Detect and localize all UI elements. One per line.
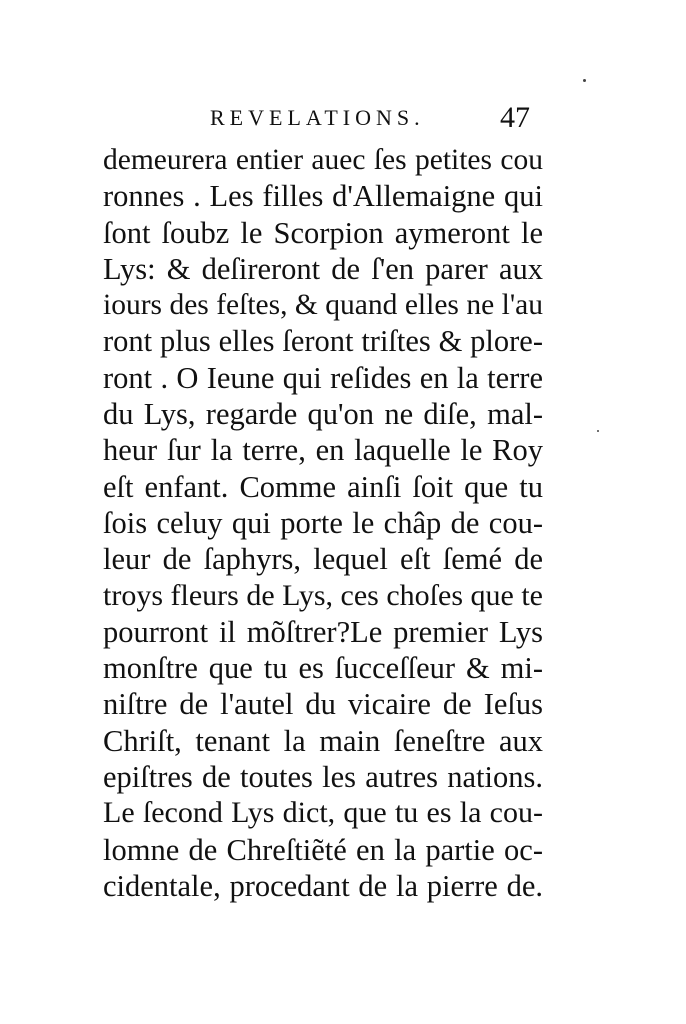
text-line: ront plus elles ſeront triſtes & plore-: [103, 324, 543, 359]
text-line: du Lys, regarde qu'on ne diſe, mal-: [103, 397, 543, 432]
text-line: Chriſt, tenant la main ſeneſtre aux: [103, 723, 543, 758]
text-line: pourront il mõſtrer?Le premier Lys: [103, 614, 543, 649]
paper-speck: [597, 430, 599, 432]
paper-speck: [583, 79, 586, 82]
running-title: REVELATIONS.: [210, 105, 425, 130]
body-text: [103, 142, 543, 904]
text-line: ſont ſoubz le Scorpion aymeront le: [103, 215, 543, 250]
text-line: ront . O Ieune qui reſides en la terre: [103, 360, 543, 395]
text-line: lomne de Chreſtiẽté en la partie oc-: [103, 832, 543, 867]
text-line: iours des feſtes, & quand elles ne l'au: [103, 289, 543, 322]
text-line: heur ſur la terre, en laquelle le Roy: [103, 433, 543, 468]
text-line: eſt enfant. Comme ainſi ſoit que tu: [103, 469, 543, 504]
text-line: cidentale, procedant de la pierre de.: [103, 868, 543, 903]
text-line: troys fleurs de Lys, ces choſes que te: [103, 578, 543, 612]
text-line: Le ſecond Lys dict, que tu es la cou-: [103, 796, 543, 830]
text-line: demeurera entier auec ſes petites cou: [103, 144, 543, 176]
text-line: monſtre que tu es ſucceſſeur & mi-: [103, 651, 543, 686]
text-line: Lys: & deſireront de ſ'en parer aux: [103, 251, 543, 286]
text-line: ronnes . Les filles d'Allemaigne qui: [103, 179, 543, 214]
text-line: ſois celuy qui porte le châp de cou-: [103, 505, 543, 540]
page-number: 47: [500, 101, 530, 134]
text-line: epiſtres de toutes les autres nations.: [103, 760, 543, 795]
text-line: niſtre de l'autel du vicaire de Ieſus: [103, 687, 543, 722]
text-line: leur de ſaphyrs, lequel eſt ſemé de: [103, 542, 543, 577]
